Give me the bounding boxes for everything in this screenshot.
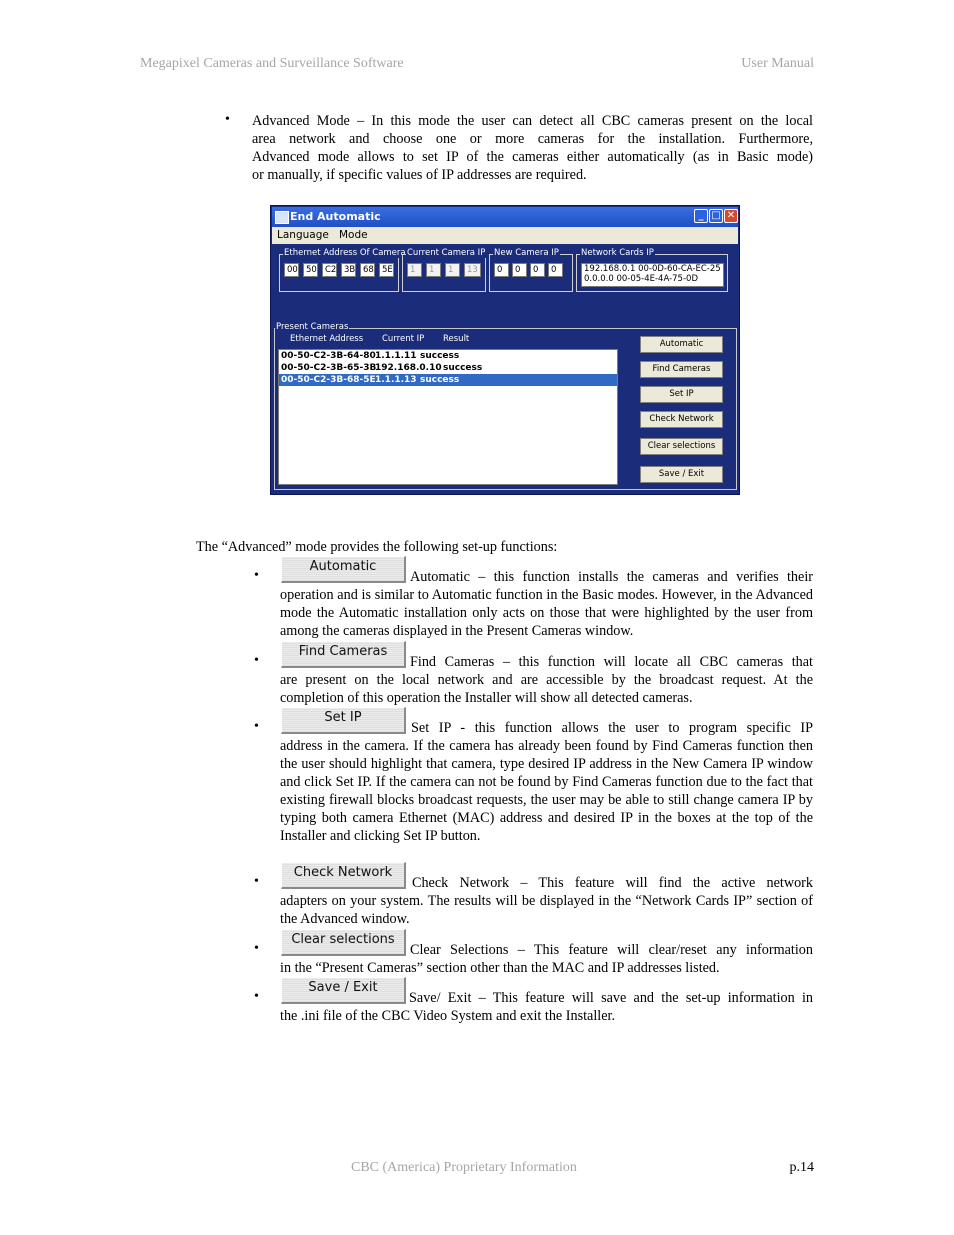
function-description: the .ini file of the CBC Video System and exit the Installer. — [280, 1008, 615, 1024]
running-header-manual: User Manual — [741, 56, 814, 71]
menu-bar — [272, 227, 738, 244]
mac-field-6[interactable]: 5E — [379, 263, 394, 277]
save-exit-button-image: Save / Exit — [281, 977, 406, 1004]
mac-field-4[interactable]: 3B — [341, 263, 356, 277]
current-ip-field-4: 13 — [464, 263, 481, 277]
function-description: operation and is similar to Automatic function in the Basic modes. However, in the Advanced mode the Automatic installation only acts on those that were highlighted by the user from among the cameras displayed in the Present Cameras window. — [280, 587, 813, 639]
automatic-button-image: Automatic — [281, 556, 406, 583]
function-first-line: Clear Selections – This feature will clear/reset any information — [410, 942, 813, 958]
group-current-ip — [402, 248, 486, 292]
para-line: Advanced mode allows to set IP of the cameras either automatically (as in Basic mode) — [252, 149, 813, 165]
row-ip: 1.1.1.13 — [375, 375, 417, 385]
group-network-cards — [576, 248, 728, 292]
network-card-line: 0.0.0.0 00-05-4E-4A-75-0D — [584, 274, 698, 284]
current-ip-field-2: 1 — [426, 263, 441, 277]
mac-field-3[interactable]: C2 — [322, 263, 337, 277]
group-label: Ethernet Address Of Camera — [284, 248, 406, 258]
para-line: area network and choose one or more cameras for the installation. Furthermore, — [252, 131, 813, 147]
function-first-line: Automatic – this function installs the cameras and verifies their — [410, 569, 813, 585]
function-first-line: Set IP - this function allows the user to program specific IP — [411, 720, 813, 736]
group-label: Present Cameras — [276, 322, 349, 332]
footer-proprietary: CBC (America) Proprietary Information — [351, 1160, 577, 1175]
function-description: in the “Present Cameras” section other than the MAC and IP addresses listed. — [280, 960, 720, 976]
new-ip-field-3[interactable]: 0 — [530, 263, 545, 277]
find-cameras-button[interactable]: Find Cameras — [640, 361, 723, 378]
function-description: address in the camera. If the camera has already been found by Find Cameras function then the user should highlight that camera, type desired IP address in the New Camera IP window and click Set IP. If the camera can not be found by Find Cameras function due to the fact that existing firewall blocks broadcast requests, the user may be able to still change camera IP by typing both camera Ethernet (MAC) address and desired IP in the boxes at the top of the Installer and clicking Set IP button. — [280, 738, 813, 844]
automatic-button[interactable]: Automatic — [640, 336, 723, 353]
column-result: Result — [443, 334, 470, 344]
new-ip-field-1[interactable]: 0 — [494, 263, 509, 277]
set-ip-button[interactable]: Set IP — [640, 386, 723, 403]
row-result: success — [443, 363, 483, 373]
para-line: Advanced Mode – In this mode the user can detect all CBC cameras present on the local — [252, 113, 813, 129]
find-cameras-button-image: Find Cameras — [281, 641, 406, 668]
para-line: or manually, if specific values of IP addresses are required. — [252, 167, 587, 183]
app-icon — [275, 211, 289, 224]
network-cards-list — [581, 263, 724, 287]
clear-selections-button-image: Clear selections — [281, 929, 406, 956]
mac-field-2[interactable]: 50 — [303, 263, 318, 277]
window-titlebar — [272, 207, 738, 227]
bullet: • — [254, 653, 259, 668]
row-mac: 00-50-C2-3B-65-3B — [281, 363, 377, 373]
new-ip-field-2[interactable]: 0 — [512, 263, 527, 277]
group-label: Network Cards IP — [581, 248, 654, 258]
maximize-icon[interactable]: □ — [709, 209, 723, 223]
row-mac: 00-50-C2-3B-64-80 — [281, 351, 376, 361]
new-ip-field-4[interactable]: 0 — [548, 263, 563, 277]
app-window-screenshot — [270, 205, 740, 495]
mac-field-1[interactable]: 00 — [284, 263, 299, 277]
function-first-line: Check Network – This feature will find the active network — [412, 875, 813, 891]
menu-language[interactable]: Language — [277, 229, 329, 241]
set-ip-button-image: Set IP — [281, 707, 406, 734]
row-mac: 00-50-C2-3B-68-5E — [281, 375, 376, 385]
table-row-selected[interactable] — [279, 374, 617, 386]
present-cameras-list[interactable] — [278, 349, 618, 485]
bullet: • — [254, 874, 259, 889]
function-first-line: Save/ Exit – This feature will save and the set-up information in — [409, 990, 813, 1006]
close-icon[interactable]: ✕ — [724, 209, 738, 223]
row-result: success — [420, 351, 460, 361]
table-row[interactable] — [279, 350, 617, 362]
row-ip: 1.1.1.11 — [375, 351, 417, 361]
group-label: New Camera IP — [494, 248, 559, 258]
minimize-icon[interactable]: _ — [694, 209, 708, 223]
row-result: success — [420, 375, 460, 385]
check-network-button-image: Check Network — [281, 862, 406, 889]
window-title: End Automatic — [290, 210, 381, 223]
column-ethernet: Ethernet Address — [290, 334, 364, 344]
column-current-ip: Current IP — [382, 334, 425, 344]
bullet: • — [225, 112, 230, 127]
function-description: adapters on your system. The results will be displayed in the “Network Cards IP” section of the Advanced window. — [280, 893, 813, 927]
current-ip-field-1: 1 — [407, 263, 422, 277]
check-network-button[interactable]: Check Network — [640, 411, 723, 428]
bullet: • — [254, 989, 259, 1004]
function-first-line: Find Cameras – this function will locate all CBC cameras that — [410, 654, 813, 670]
functions-intro: The “Advanced” mode provides the following set-up functions: — [196, 539, 558, 555]
group-ethernet-address — [279, 248, 406, 292]
group-new-ip — [489, 248, 573, 292]
mac-field-5[interactable]: 68 — [360, 263, 375, 277]
current-ip-field-3: 1 — [445, 263, 460, 277]
function-description: are present on the local network and are accessible by the broadcast request. At the completion of this operation the Installer will show all detected cameras. — [280, 672, 813, 706]
bullet: • — [254, 941, 259, 956]
bullet: • — [254, 719, 259, 734]
save-exit-button[interactable]: Save / Exit — [640, 466, 723, 483]
page-number: p.14 — [789, 1160, 814, 1175]
table-row[interactable] — [279, 362, 617, 374]
row-ip: 192.168.0.10 — [375, 363, 442, 373]
network-card-line: 192.168.0.1 00-0D-60-CA-EC-25 — [584, 264, 721, 274]
clear-selections-button[interactable]: Clear selections — [640, 438, 723, 455]
group-label: Current Camera IP — [407, 248, 486, 258]
running-header-title: Megapixel Cameras and Surveillance Software — [140, 56, 404, 71]
menu-mode[interactable]: Mode — [339, 229, 368, 241]
bullet: • — [254, 568, 259, 583]
